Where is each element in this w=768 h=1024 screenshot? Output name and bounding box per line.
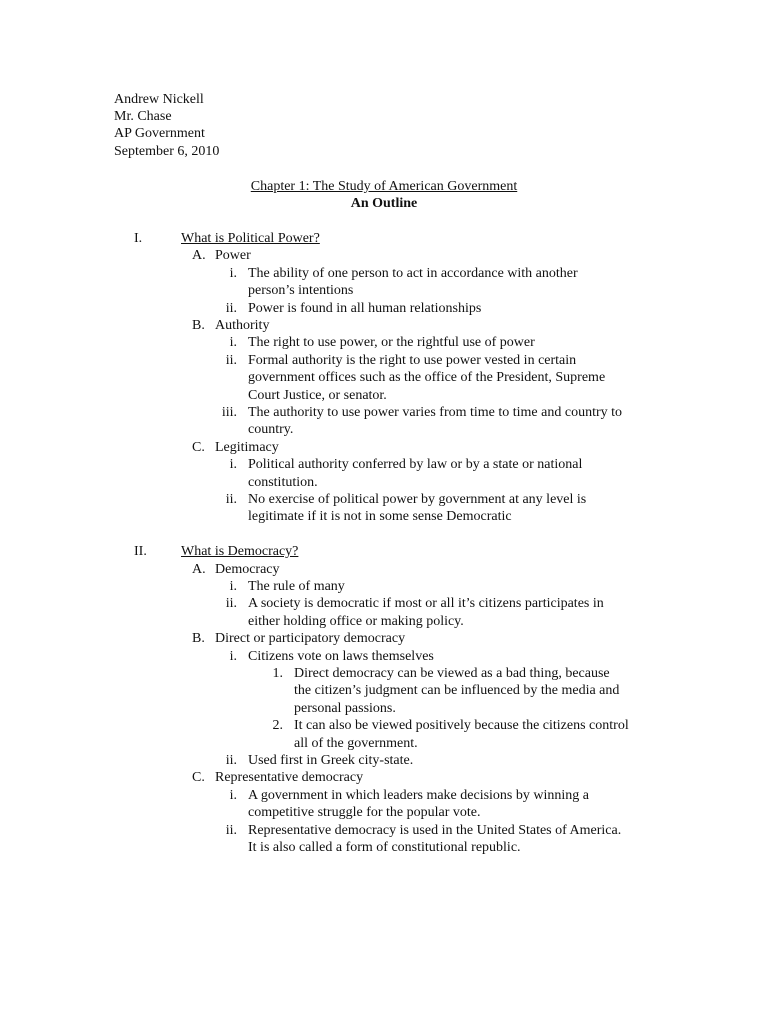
point-text: A society is democratic if most or all it’s citizens participates in bbox=[248, 596, 604, 612]
point-text: Representative democracy is used in the United States of America. bbox=[248, 822, 622, 838]
subpoint-number: 2. bbox=[272, 718, 283, 734]
subpoint-text: It can also be viewed positively because the citizens control bbox=[294, 718, 629, 734]
subpoint-number: 1. bbox=[272, 666, 283, 681]
outline-subtitle: An Outline bbox=[350, 196, 418, 211]
point-numeral: i. bbox=[229, 265, 237, 281]
point-text: government offices such as the office of the President, Supreme bbox=[248, 370, 606, 386]
section-heading: What is Political Power? bbox=[181, 231, 320, 246]
point-text: Court Justice, or senator. bbox=[248, 387, 387, 403]
point-text: either holding office or making policy. bbox=[248, 613, 464, 629]
point-text: No exercise of political power by government at any level is bbox=[248, 492, 587, 507]
point-numeral: i. bbox=[229, 335, 237, 351]
point-text: The ability of one person to act in accordance with another bbox=[248, 265, 578, 281]
point-numeral: iii. bbox=[221, 405, 237, 420]
item-letter: C. bbox=[192, 770, 205, 786]
point-text: constitution. bbox=[248, 474, 318, 490]
point-numeral: ii. bbox=[225, 822, 237, 838]
point-text: Power is found in all human relationships bbox=[248, 300, 482, 316]
point-numeral: ii. bbox=[225, 596, 237, 612]
point-numeral: i. bbox=[229, 457, 237, 473]
subpoint-text: personal passions. bbox=[294, 700, 396, 716]
subpoint-text: all of the government. bbox=[294, 735, 418, 751]
point-text: It is also called a form of constitutional republic. bbox=[248, 840, 521, 855]
point-text: country. bbox=[248, 422, 294, 438]
point-numeral: ii. bbox=[225, 492, 237, 507]
item-label: Democracy bbox=[215, 561, 280, 577]
item-label: Authority bbox=[215, 318, 270, 333]
section-heading: What is Democracy? bbox=[181, 544, 299, 560]
point-text: Political authority conferred by law or by a state or national bbox=[248, 457, 583, 473]
section-numeral: I. bbox=[134, 231, 143, 246]
date: September 6, 2010 bbox=[114, 144, 220, 159]
point-text: Used first in Greek city-state. bbox=[248, 753, 414, 768]
item-letter: A. bbox=[192, 248, 206, 264]
point-text: The authority to use power varies from time to time and country to bbox=[248, 405, 623, 420]
point-text: Citizens vote on laws themselves bbox=[248, 648, 434, 664]
point-text: person’s intentions bbox=[248, 283, 354, 299]
item-label: Direct or participatory democracy bbox=[215, 631, 406, 647]
subpoint-text: the citizen’s judgment can be influenced by the media and bbox=[294, 683, 620, 699]
course-name: AP Government bbox=[114, 126, 205, 141]
point-numeral: i. bbox=[229, 787, 237, 803]
point-text: Formal authority is the right to use power vested in certain bbox=[248, 352, 577, 368]
item-letter: A. bbox=[192, 561, 206, 577]
point-numeral: i. bbox=[229, 579, 237, 594]
teacher-name: Mr. Chase bbox=[114, 109, 172, 124]
point-numeral: ii. bbox=[225, 352, 237, 368]
item-label: Legitimacy bbox=[215, 439, 279, 455]
point-text: A government in which leaders make decisions by winning a bbox=[248, 787, 589, 803]
point-text: competitive struggle for the popular vote. bbox=[248, 805, 481, 821]
point-numeral: i. bbox=[229, 648, 237, 664]
point-numeral: ii. bbox=[225, 300, 237, 316]
item-label: Power bbox=[215, 248, 251, 264]
point-text: The right to use power, or the rightful use of power bbox=[248, 335, 535, 351]
section-numeral: II. bbox=[134, 544, 147, 560]
chapter-title: Chapter 1: The Study of American Government bbox=[250, 179, 518, 194]
item-label: Representative democracy bbox=[215, 770, 364, 786]
point-numeral: ii. bbox=[225, 753, 237, 768]
subpoint-text: Direct democracy can be viewed as a bad thing, because bbox=[294, 666, 610, 681]
student-name: Andrew Nickell bbox=[114, 92, 204, 107]
point-text: legitimate if it is not in some sense Democratic bbox=[248, 509, 512, 525]
point-text: The rule of many bbox=[248, 579, 345, 594]
item-letter: C. bbox=[192, 439, 205, 455]
item-letter: B. bbox=[192, 318, 205, 333]
item-letter: B. bbox=[192, 631, 205, 647]
